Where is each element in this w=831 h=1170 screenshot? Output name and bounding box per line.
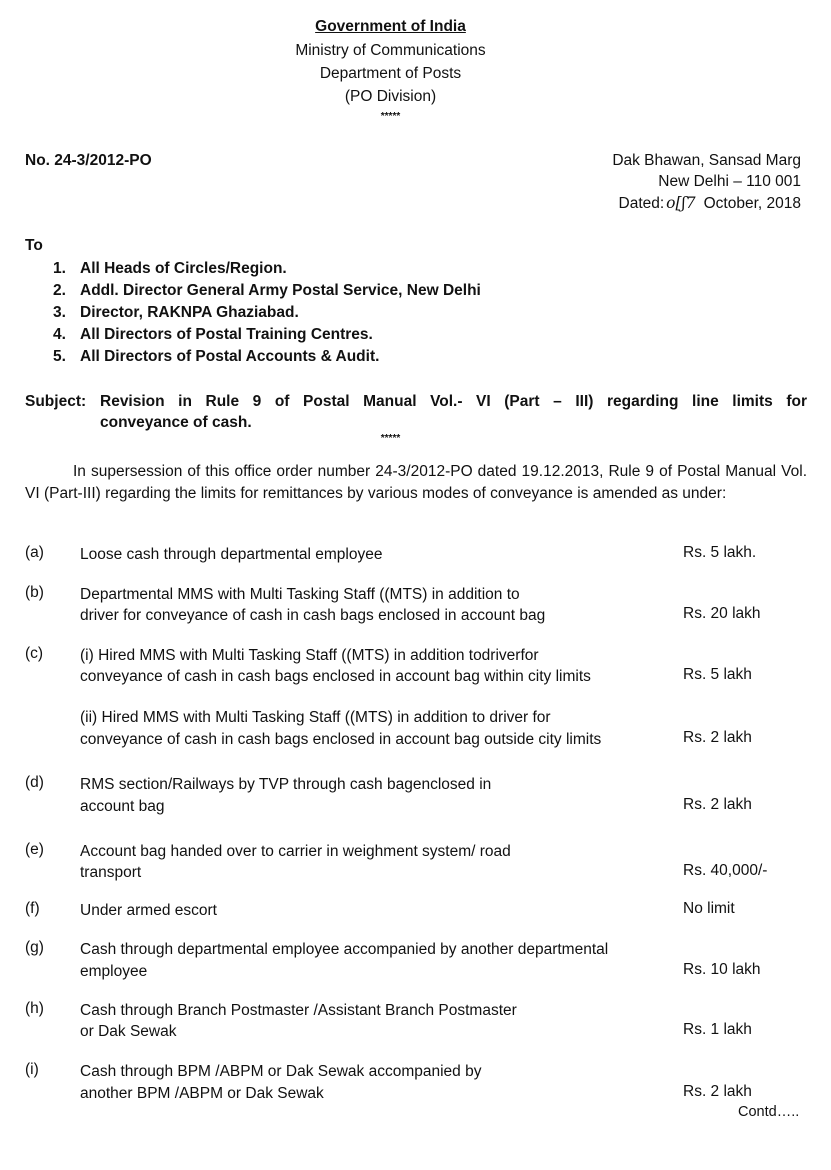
item-amount: Rs. 20 lakh bbox=[683, 605, 761, 622]
item-description: RMS section/Railways by TVP through cash bagenclosed in bbox=[80, 776, 492, 793]
item-description: Under armed escort bbox=[80, 902, 217, 919]
addressee-item: 2. Addl. Director General Army Postal Service, New Delhi bbox=[53, 282, 481, 299]
addressee-item: 4. All Directors of Postal Training Centres. bbox=[53, 326, 373, 343]
item-description: Account bag handed over to carrier in weighment system/ road bbox=[80, 843, 511, 860]
item-description: Cash through BPM /ABPM or Dak Sewak accompanied by bbox=[80, 1063, 482, 1080]
item-description: driver for conveyance of cash in cash bags enclosed in account bag bbox=[80, 607, 546, 624]
addressee-item: 3. Director, RAKNPA Ghaziabad. bbox=[53, 304, 299, 321]
ministry-heading: Ministry of Communications bbox=[295, 42, 486, 59]
subject-line1: Revision in Rule 9 of Postal Manual Vol.- VI (Part – III) regarding line limits for bbox=[100, 393, 807, 410]
item-description: Departmental MMS with Multi Tasking Staff ((MTS) in addition to bbox=[80, 586, 520, 603]
item-label: (i) bbox=[25, 1061, 39, 1078]
addressee-item: 5. All Directors of Postal Accounts & Audit. bbox=[53, 348, 380, 365]
dated-handwritten: o[ʃ7 bbox=[666, 194, 696, 212]
item-label: (e) bbox=[25, 841, 44, 858]
item-description: or Dak Sewak bbox=[80, 1023, 177, 1040]
address-line1: Dak Bhawan, Sansad Marg bbox=[612, 152, 801, 169]
item-label: (g) bbox=[25, 939, 44, 956]
dated-line bbox=[619, 194, 802, 213]
to-label: To bbox=[25, 237, 43, 254]
item-description: Cash through departmental employee accompanied by another departmental bbox=[80, 941, 609, 958]
continued-marker: Contd….. bbox=[738, 1104, 800, 1120]
item-description: (ii) Hired MMS with Multi Tasking Staff ((MTS) in addition to driver for bbox=[80, 709, 551, 726]
item-description: employee bbox=[80, 963, 148, 980]
item-description: account bag bbox=[80, 798, 165, 815]
item-amount: Rs. 2 lakh bbox=[683, 729, 752, 746]
dated-label: Dated: bbox=[618, 195, 665, 212]
item-amount: Rs. 5 lakh. bbox=[683, 544, 757, 561]
item-amount: Rs. 1 lakh bbox=[683, 1021, 752, 1038]
item-amount: Rs. 2 lakh bbox=[683, 796, 752, 813]
item-description: conveyance of cash in cash bags enclosed in account bag outside city limits bbox=[80, 731, 602, 748]
item-description: Loose cash through departmental employee bbox=[80, 546, 383, 563]
dated-month-year: October, 2018 bbox=[703, 195, 801, 212]
item-amount: Rs. 10 lakh bbox=[683, 961, 761, 978]
division-heading: (PO Division) bbox=[344, 88, 437, 105]
subject-stars: ***** bbox=[380, 433, 401, 444]
item-description: (i) Hired MMS with Multi Tasking Staff ((MTS) in addition todriverfor bbox=[80, 647, 539, 664]
government-heading: Government of India bbox=[315, 18, 466, 35]
address-line2: New Delhi – 110 001 bbox=[658, 173, 801, 190]
item-amount: Rs. 5 lakh bbox=[683, 666, 752, 683]
item-amount: Rs. 40,000/- bbox=[683, 862, 768, 879]
item-amount: No limit bbox=[683, 900, 735, 917]
item-label: (a) bbox=[25, 544, 44, 561]
item-label: (b) bbox=[25, 584, 44, 601]
item-label: (f) bbox=[25, 900, 40, 917]
item-amount: Rs. 2 lakh bbox=[683, 1083, 752, 1100]
subject-label: Subject: bbox=[25, 393, 87, 410]
item-description: Cash through Branch Postmaster /Assistant Branch Postmaster bbox=[80, 1002, 517, 1019]
item-description: conveyance of cash in cash bags enclosed in account bag within city limits bbox=[80, 668, 591, 685]
item-label: (c) bbox=[25, 645, 44, 662]
item-description: another BPM /ABPM or Dak Sewak bbox=[80, 1085, 324, 1102]
item-label: (d) bbox=[25, 774, 44, 791]
intro-paragraph: In supersession of this office order number 24-3/2012-PO dated 19.12.2013, Rule 9 of Postal Manual Vol. VI (Part-III) regarding the limits for remittances by various modes of conveyance is amended as under: bbox=[25, 463, 807, 502]
item-label: (h) bbox=[25, 1000, 44, 1017]
header-stars: ***** bbox=[380, 111, 401, 122]
order-number: No. 24-3/2012-PO bbox=[25, 152, 152, 169]
item-description: transport bbox=[80, 864, 142, 881]
addressee-item: 1. All Heads of Circles/Region. bbox=[53, 260, 287, 277]
subject-line2: conveyance of cash. bbox=[100, 414, 252, 431]
department-heading: Department of Posts bbox=[319, 65, 462, 82]
